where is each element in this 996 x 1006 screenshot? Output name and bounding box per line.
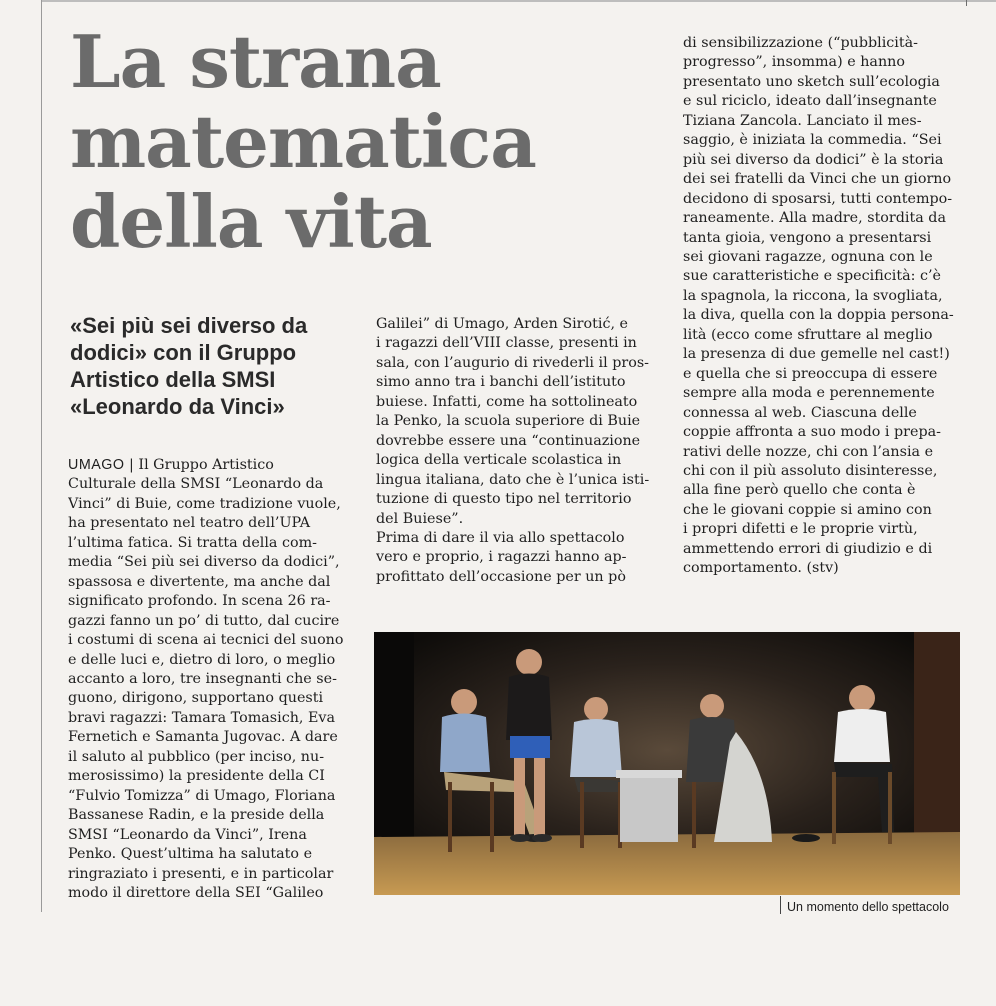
text-line: media “Sei più sei diverso da dodici”, xyxy=(68,554,340,571)
headline-line: della vita xyxy=(70,179,432,264)
text-line: tanta gioia, vengono a presentarsi xyxy=(683,229,932,246)
text-line: bravi ragazzi: Tamara Tomasich, Eva xyxy=(68,709,336,726)
text-line: l’ultima fatica. Si tratta della com- xyxy=(68,534,317,551)
text-line: alla fine però quello che conta è xyxy=(683,482,916,499)
photo-caption: Un momento dello spettacolo xyxy=(787,900,949,914)
text-line: i costumi di scena ai tecnici del suono xyxy=(68,632,344,649)
text-line: spassosa e divertente, ma anche dal xyxy=(68,573,331,590)
text-line: merosissimo) la presidente della CI xyxy=(68,768,325,785)
stage-table xyxy=(616,770,682,842)
text-line: sala, con l’augurio di rivederli il pros- xyxy=(376,354,649,371)
text-line: Galilei” di Umago, Arden Sirotić, e xyxy=(376,316,629,332)
text-line: gazzi fanno un po’ di tutto, dal cucire xyxy=(68,612,340,629)
text-line: lingua italiana, dato che è l’unica isti- xyxy=(376,471,650,488)
text-line: la diva, quella con la doppia persona- xyxy=(683,307,954,324)
text-line: significato profondo. In scena 26 ra- xyxy=(68,593,331,610)
text-line: Bassanese Radin, e la preside della xyxy=(68,807,325,824)
text-line: di sensibilizzazione (“pubblicità- xyxy=(683,35,918,51)
text-line xyxy=(68,456,346,475)
column-rule-left xyxy=(41,0,42,912)
text-line: saggio, è iniziata la commedia. “Sei xyxy=(683,132,942,149)
text-line: la Penko, la scuola superiore di Buie xyxy=(376,413,641,430)
scan-edge xyxy=(42,0,996,2)
text-line: connessa al web. Ciascuna delle xyxy=(683,404,917,421)
text-line: del Buiese”. xyxy=(376,510,464,527)
stage-photo-illustration xyxy=(374,632,960,895)
text-line: ha presentato nel teatro dell’UPA xyxy=(68,515,311,532)
text-line: dei sei fratelli da Vinci che un giorno xyxy=(683,171,952,188)
text-line: i ragazzi dell’VIII classe, presenti in xyxy=(376,335,637,352)
article-column-2 xyxy=(376,315,659,587)
caption-rule xyxy=(780,896,781,914)
dateline-separator: | xyxy=(124,457,139,473)
headline-line: matematica xyxy=(70,99,536,184)
text-line: Fernetich e Samanta Jugovac. A dare xyxy=(68,729,338,746)
subheading-line: «Sei più sei diverso da xyxy=(70,313,308,338)
text-line: “Fulvio Tomizza” di Umago, Floriana xyxy=(68,787,336,804)
text-line: che le giovani coppie si amino con xyxy=(683,501,932,518)
text-line: logica della verticale scolastica in xyxy=(376,452,622,469)
text-line: dovrebbe essere una “continuazione xyxy=(376,432,641,449)
article-column-1 xyxy=(68,456,346,903)
text-line: modo il direttore della SEI “Galileo xyxy=(68,884,324,901)
text-line: più sei diverso da dodici” è la storia xyxy=(683,151,944,168)
text-line: accanto a loro, tre insegnanti che se- xyxy=(68,670,337,687)
text-line: presentato uno sketch sull’ecologia xyxy=(683,73,940,90)
text-line: rativi delle nozze, chi con l’ansia e xyxy=(683,443,934,460)
dateline: UMAGO xyxy=(68,457,125,473)
text-line: profittato dell’occasione per un pò xyxy=(376,568,626,585)
text-line: vero e proprio, i ragazzi hanno ap- xyxy=(376,549,627,566)
text-line: SMSI “Leonardo da Vinci”, Irena xyxy=(68,826,307,843)
headline-line: La strana xyxy=(70,19,441,104)
stage-photo xyxy=(374,632,960,895)
column-rule-right xyxy=(966,0,967,6)
text-line: simo anno tra i banchi dell’istituto xyxy=(376,374,626,391)
subheading-line: «Leonardo da Vinci» xyxy=(70,394,285,419)
text-line: comportamento. (stv) xyxy=(683,560,839,577)
text-line: decidono di sposarsi, tutti contempo- xyxy=(683,190,953,207)
text-line-body: Il Gruppo Artistico xyxy=(138,457,274,473)
text-line: Culturale della SMSI “Leonardo da xyxy=(68,476,324,493)
text-line: la presenza di due gemelle nel cast!) xyxy=(683,346,950,363)
text-line: i propri difetti e le proprie virtù, xyxy=(683,521,918,538)
text-line: sue caratteristiche e specificità: c’è xyxy=(683,268,941,285)
headline xyxy=(70,19,670,264)
text-line: il saluto al pubblico (per inciso, nu- xyxy=(68,748,325,765)
subheading-line: dodici» con il Gruppo xyxy=(70,340,297,365)
text-line: tuzione di questo tipo nel territorio xyxy=(376,491,632,508)
text-line: Penko. Quest’ultima ha salutato e xyxy=(68,846,313,863)
text-line: guono, dirigono, supportano questi xyxy=(68,690,324,707)
text-line: progresso”, insomma) e hanno xyxy=(683,54,905,71)
text-line: raneamente. Alla madre, stordita da xyxy=(683,210,946,227)
article-column-3 xyxy=(683,34,965,579)
text-line: Prima di dare il via allo spettacolo xyxy=(376,529,625,546)
text-line: e sul riciclo, ideato dall’insegnante xyxy=(683,93,937,110)
text-line: sempre alla moda e perennemente xyxy=(683,385,935,402)
text-line: la spagnola, la riccona, la svogliata, xyxy=(683,287,943,304)
text-line: lità (ecco come sfruttare al meglio xyxy=(683,326,933,343)
text-line: Tiziana Zancola. Lanciato il mes- xyxy=(683,112,922,129)
text-line: Vinci” di Buie, come tradizione vuole, xyxy=(68,495,341,512)
subheading xyxy=(70,312,360,420)
text-line: coppie affronta a suo modo i prepa- xyxy=(683,424,941,441)
text-line: buiese. Infatti, come ha sottolineato xyxy=(376,393,638,410)
text-line: e delle luci e, dietro di loro, o meglio xyxy=(68,651,336,668)
text-line: e quella che si preoccupa di essere xyxy=(683,365,938,382)
text-line: sei giovani ragazze, ognuna con le xyxy=(683,248,933,265)
subheading-line: Artistico della SMSI xyxy=(70,367,276,392)
text-line: ammettendo errori di giudizio e di xyxy=(683,540,933,557)
text-line: chi con il più assoluto disinteresse, xyxy=(683,462,938,479)
text-line: ringraziato i presenti, e in particolar xyxy=(68,865,334,882)
